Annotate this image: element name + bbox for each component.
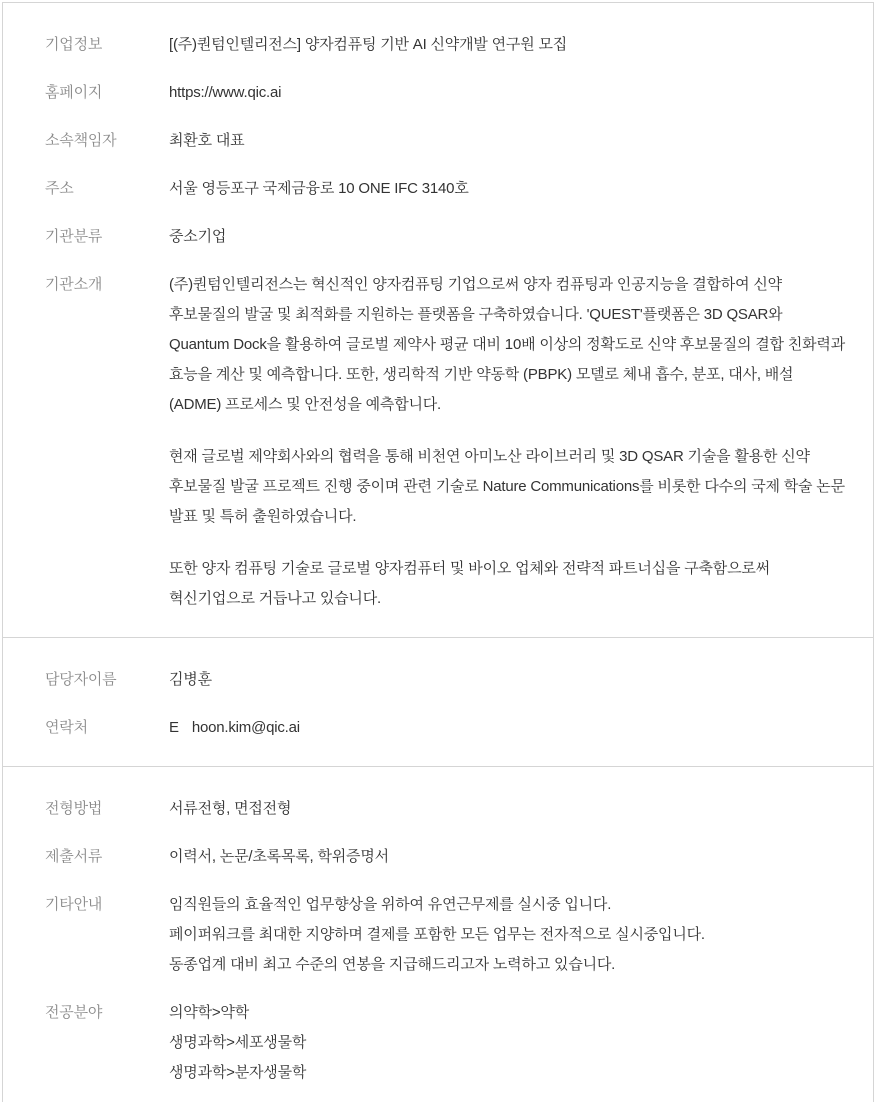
field-value-ceo: 최환호 대표 [169,132,245,149]
field-label-address: 주소 [45,180,74,197]
field-value-manager-name: 김병훈 [169,671,212,688]
field-label-documents: 제출서류 [45,848,103,865]
field-value-major [169,998,845,1088]
field-label-ceo: 소속책임자 [45,132,117,149]
field-row-address [45,174,845,204]
field-value-documents: 이력서, 논문/초록목록, 학위증명서 [169,848,389,865]
etc-line-1: 임직원들의 효율적인 업무향상을 위하여 유연근무제를 실시중 입니다. [169,896,612,913]
field-label-org-intro: 기관소개 [45,276,103,293]
field-row-contact [45,713,845,743]
org-intro-paragraph-2: 현재 글로벌 제약회사와의 협력을 통해 비천연 아미노산 라이브러리 및 3D QSAR 기술을 활용한 신약 후보물질 발굴 프로젝트 진행 중이며 관련 기술로 Nature Communications를 비롯한 다수의 국제 학술 논문 발표 및 특허 출원하였습니다. [169,448,845,525]
field-row-ceo [45,126,845,156]
org-intro-paragraph-3: 또한 양자 컴퓨팅 기술로 글로벌 양자컴퓨터 및 바이오 업체와 전략적 파트너십을 구축함으로써 혁신기업으로 거듭나고 있습니다. [169,560,770,607]
field-row-org-intro [45,270,845,614]
field-row-company-title [45,30,845,60]
field-row-manager-name [45,665,845,695]
etc-line-3: 동종업계 대비 최고 수준의 연봉을 지급해드리고자 노력하고 있습니다. [169,956,616,973]
etc-line-2: 페이퍼워크를 최대한 지양하며 결제를 포함한 모든 업무는 전자적으로 실시중입니다. [169,926,705,943]
field-value-contact [169,713,845,743]
email-link[interactable]: hoon.kim@qic.ai [191,719,300,736]
job-posting-detail-panel [2,2,874,1102]
field-label-etc: 기타안내 [45,896,103,913]
field-row-major [45,998,845,1088]
field-row-etc [45,890,845,980]
homepage-link[interactable]: https://www.qic.ai [169,84,282,101]
field-label-major: 전공분야 [45,1004,103,1021]
field-value-org-intro [169,270,845,614]
field-label-manager-name: 담당자이름 [45,671,117,688]
field-value-address: 서울 영등포구 국제금융로 10 ONE IFC 3140호 [169,180,469,197]
major-line-2: 생명과학>세포생물학 [169,1034,307,1051]
org-intro-paragraph-1: (주)퀀텀인텔리전스는 혁신적인 양자컴퓨팅 기업으로써 양자 컴퓨팅과 인공지능을 결합하여 신약 후보물질의 발굴 및 최적화를 지원하는 플랫폼을 구축하였습니다. 'QUEST'플랫폼은 3D QSAR와 Quantum Dock을 활용하여 글로벌 제약사 평균 대비 10배 이상의 정확도로 신약 후보물질의 결합 친화력과 효능을 계산 및 예측합니다. 또한, 생리학적 기반 약동학 (PBPK) 모델로 체내 흡수, 분포, 대사, 배설 (ADME) 프로세스 및 안전성을 예측합니다. [169,276,845,413]
field-value-org-type: 중소기업 [169,228,227,245]
section-company-info [3,3,873,637]
field-label-method: 전형방법 [45,800,103,817]
major-line-1: 의약학>약학 [169,1004,250,1021]
major-line-3: 생명과학>분자생물학 [169,1064,307,1081]
section-contact [3,637,873,766]
field-value-company-title: [(주)퀀텀인텔리전스] 양자컴퓨팅 기반 AI 신약개발 연구원 모집 [169,36,568,53]
field-row-method [45,794,845,824]
field-label-company-title: 기업정보 [45,36,103,53]
field-row-documents [45,842,845,872]
field-label-org-type: 기관분류 [45,228,103,245]
field-label-homepage: 홈페이지 [45,84,103,101]
field-row-org-type [45,222,845,252]
field-label-contact: 연락처 [45,719,88,736]
field-value-etc [169,890,845,980]
field-row-homepage [45,78,845,108]
field-value-method: 서류전형, 면접전형 [169,800,292,817]
email-prefix: E [169,719,179,736]
section-application [3,766,873,1111]
